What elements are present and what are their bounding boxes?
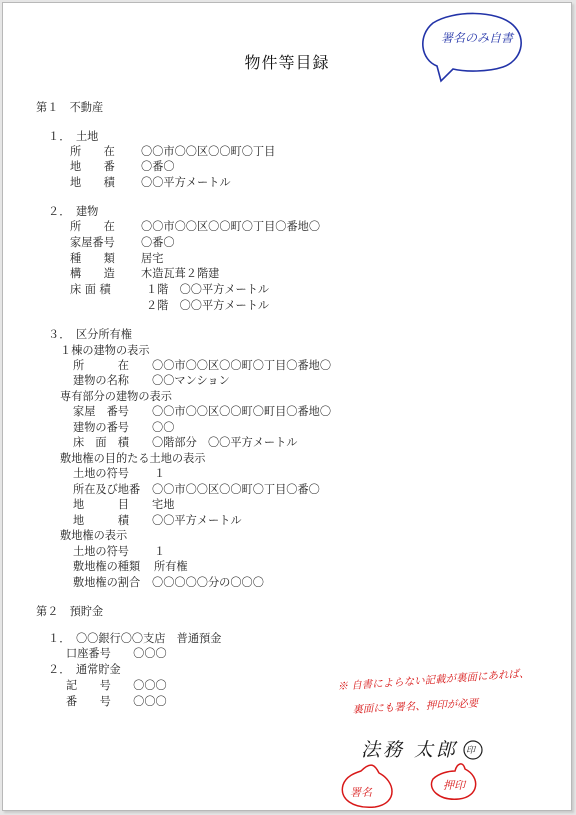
document-title: 物件等目録 — [244, 53, 330, 72]
note-line-2: 裏面にも署名、押印が必要 — [352, 697, 479, 716]
document-line: ２階 〇〇平方メートル — [146, 299, 270, 312]
document-line: 〇〇〇〇〇分の〇〇〇 — [152, 576, 264, 589]
document-line: １． 土地 — [48, 130, 99, 143]
document-line: 〇〇平方メートル — [141, 176, 231, 189]
document-line: １． 〇〇銀行〇〇支店 普通預金 — [48, 632, 222, 645]
document-line: 専有部分の建物の表示 — [60, 390, 172, 403]
document-line: 口座番号 〇〇〇 — [66, 647, 167, 660]
document-line: １ — [154, 467, 166, 480]
document-line: 記 号 〇〇〇 — [66, 679, 167, 692]
document-line: 土地の符号 — [73, 545, 129, 558]
annotation-layer — [3, 3, 571, 810]
document-line: 所 在 — [70, 145, 115, 158]
document-line: 宅地 — [152, 498, 175, 511]
document-line: 第２ 預貯金 — [36, 605, 104, 618]
document-line: 建物の番号 — [73, 421, 129, 434]
document-line: 木造瓦葺２階建 — [141, 267, 220, 280]
document-line: 床 面 積 — [73, 436, 129, 449]
document-page — [2, 2, 572, 811]
bubble-top-text: 署名のみ自書 — [441, 31, 514, 45]
document-line: 地 積 — [70, 176, 115, 189]
document-line: 構 造 — [70, 267, 115, 280]
document-line: 〇階部分 〇〇平方メートル — [152, 436, 298, 449]
bubble-seal-text: 押印 — [443, 779, 465, 792]
document-line: 〇〇平方メートル — [152, 514, 242, 527]
bubble-sign-text: 署名 — [350, 786, 372, 799]
document-line: 居宅 — [141, 252, 164, 265]
document-line: 床 面 積 — [70, 283, 111, 296]
document-line: 番 号 〇〇〇 — [66, 695, 167, 708]
document-line: 所 在 — [73, 359, 129, 372]
document-line: 家屋番号 — [70, 236, 115, 249]
document-line: 〇〇 — [152, 421, 175, 434]
document-line: 〇〇マンション — [152, 374, 230, 387]
document-line: １階 〇〇平方メートル — [146, 283, 270, 296]
document-line: 〇〇市〇〇区〇〇町〇丁目 — [141, 145, 276, 158]
document-line: 敷地権の表示 — [60, 529, 128, 542]
document-line: 所 在 — [70, 220, 115, 233]
document-line: 建物の名称 — [73, 374, 129, 387]
note-line-1: ※ 自書によらない記載が裏面にあれば、 — [337, 667, 530, 693]
document-line: 〇番〇 — [141, 236, 175, 249]
document-line: ２． 通常貯金 — [48, 663, 121, 676]
document-line: １棟の建物の表示 — [60, 344, 150, 357]
document-line: 〇〇市〇〇区〇〇町〇町目〇番地〇 — [152, 405, 332, 418]
seal-mark: 印 — [466, 746, 476, 756]
document-line: 〇〇市〇〇区〇〇町〇丁目〇番地〇 — [152, 359, 332, 372]
document-line: 地 番 — [70, 160, 115, 173]
document-line: １ — [154, 545, 166, 558]
document-line: 土地の符号 — [73, 467, 129, 480]
document-line: 地 目 — [73, 498, 129, 511]
document-line: 〇〇市〇〇区〇〇町〇丁目〇番地〇 — [141, 220, 321, 233]
document-line: 敷地権の目的たる土地の表示 — [60, 452, 206, 465]
document-line: 〇〇市〇〇区〇〇町〇丁目〇番〇 — [152, 483, 320, 496]
document-line: 種 類 — [70, 252, 115, 265]
document-line: 所有権 — [154, 560, 188, 573]
document-line: 地 積 — [73, 514, 129, 527]
document-line: 敷地権の種類 — [73, 560, 141, 573]
document-line: ３． 区分所有権 — [48, 328, 132, 341]
document-line: 家屋 番号 — [73, 405, 129, 418]
document-line: 所在及び地番 — [73, 483, 141, 496]
bubble-top-outline — [423, 13, 521, 81]
document-line: ２． 建物 — [48, 205, 99, 218]
document-line: 敷地権の割合 — [73, 576, 141, 589]
document-line: 〇番〇 — [141, 160, 175, 173]
signature: 法務 太郎 — [361, 739, 459, 761]
document-line: 第１ 不動産 — [36, 101, 104, 114]
